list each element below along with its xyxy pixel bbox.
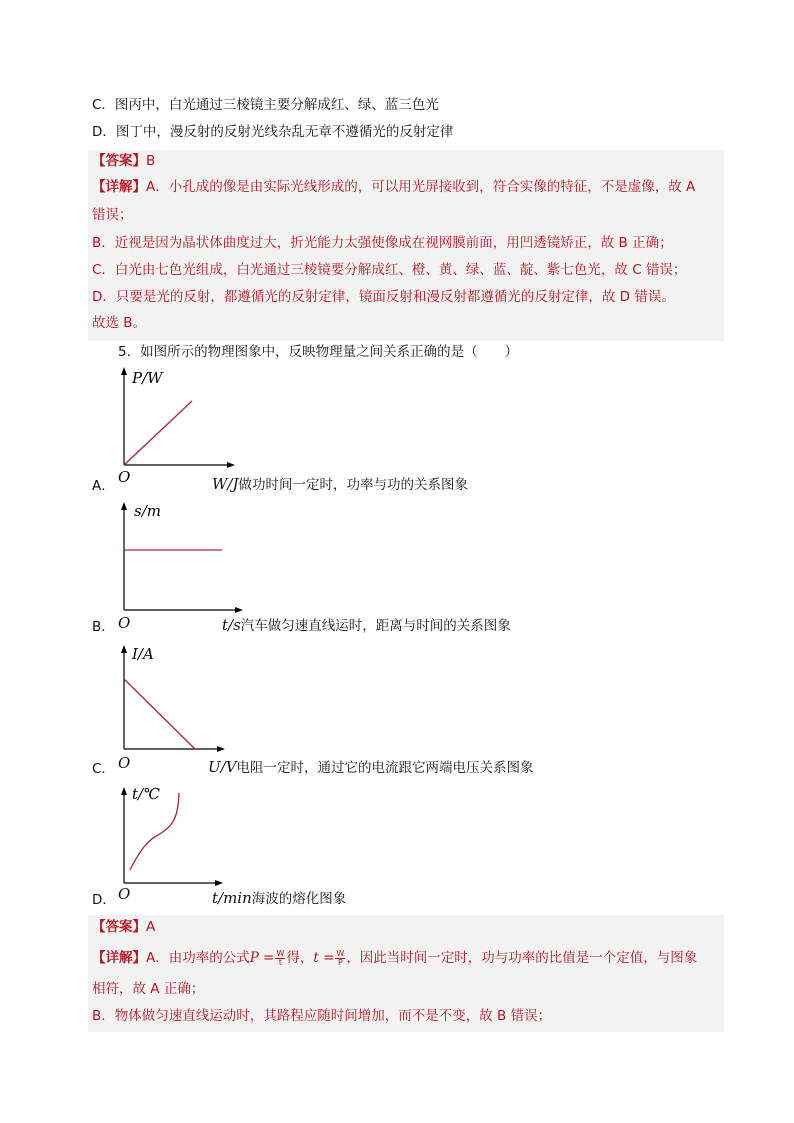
caption-a-text: 做功时间一定时，功率与功的关系图象 bbox=[238, 477, 468, 493]
graph-c-x-label: U/V bbox=[208, 758, 237, 776]
formula-1-numerator: W bbox=[276, 948, 285, 958]
option-a-caption bbox=[212, 474, 468, 495]
formula-2-lhs: t = bbox=[313, 950, 335, 966]
graph-c-y-label: I/A bbox=[132, 645, 154, 663]
graph-b-y-label: s/m bbox=[134, 502, 161, 520]
graph-a-y-arrow bbox=[121, 367, 127, 375]
graph-c-line bbox=[124, 679, 195, 749]
graph-b-origin: O bbox=[118, 614, 131, 632]
detail-b-text: B．近视是因为晶状体曲度过大，折光能力太强使像成在视网膜前面，用凹透镜矫正，故 B 正确； bbox=[92, 235, 673, 251]
detail-a-q5-line2: 相符，故 A 正确； bbox=[92, 981, 205, 997]
answer-tag-q5: 【答案】 bbox=[92, 919, 146, 935]
option-c-letter: C． bbox=[92, 761, 115, 777]
formula-mid: 得， bbox=[286, 950, 314, 966]
graph-d-y-arrow bbox=[121, 787, 127, 795]
graph-d-y-label: t/℃ bbox=[132, 785, 160, 803]
graph-c-x-arrow bbox=[217, 746, 225, 752]
formula-2-denominator: P bbox=[337, 957, 343, 967]
detail-tag: 【详解】 bbox=[92, 179, 146, 195]
option-d-caption bbox=[212, 888, 346, 909]
graph-d-curve bbox=[130, 793, 179, 870]
graph-b-y-arrow bbox=[121, 502, 127, 510]
graph-a-y-label: P/W bbox=[132, 369, 163, 387]
detail-a-text: A．小孔成的像是由实际光线形成的，可以用光屏接收到，符合实像的特征，不是虚像，故 A bbox=[146, 179, 696, 195]
graph-a-x-label: W/J bbox=[212, 475, 239, 493]
detail-d-text: D．只要是光的反射，都遵循光的反射定律，镜面反射和漫反射都遵循光的反射定律，故 D 错误。 bbox=[92, 289, 675, 305]
graph-c-origin: O bbox=[118, 754, 131, 772]
option-c-text: C．图丙中，白光通过三棱镜主要分解成红、绿、蓝三色光 bbox=[92, 97, 439, 113]
graph-c-y-arrow bbox=[121, 645, 127, 653]
formula-1-lhs: P = bbox=[249, 950, 275, 966]
detail-a-q5-pre: A．由功率的公式 bbox=[146, 950, 250, 966]
question-5-stem: 5．如图所示的物理图象中，反映物理量之间关系正确的是（ ） bbox=[118, 344, 519, 360]
formula-2-fraction bbox=[335, 950, 345, 967]
graph-d-x-label: t/min bbox=[212, 889, 252, 907]
caption-c-text: 电阻一定时，通过它的电流跟它两端电压关系图象 bbox=[236, 760, 534, 776]
answer-line-q5 bbox=[92, 917, 155, 937]
option-d-letter: D． bbox=[92, 892, 116, 908]
option-c-caption bbox=[208, 757, 534, 778]
formula-1-denominator: t bbox=[278, 957, 282, 967]
detail-a-q5-line1 bbox=[92, 948, 697, 968]
option-b-letter: B． bbox=[92, 619, 115, 635]
answer-tag: 【答案】 bbox=[92, 153, 146, 169]
graph-a-line bbox=[124, 401, 192, 465]
graph-b-x-label: t/s bbox=[222, 616, 241, 634]
detail-a-line2: 错误； bbox=[92, 207, 133, 223]
graph-b-x-arrow bbox=[235, 607, 243, 613]
graph-d bbox=[110, 785, 240, 890]
detail-b-q5-text: B．物体做匀速直线运动时，其路程应随时间增加，而不是不变，故 B 错误； bbox=[92, 1008, 552, 1024]
conclusion-text: 故选 B。 bbox=[92, 315, 147, 331]
answer-value: B bbox=[146, 153, 156, 169]
answer-value-q5: A bbox=[146, 919, 156, 935]
graph-a-origin: O bbox=[118, 468, 131, 486]
graph-a-x-arrow bbox=[227, 462, 235, 468]
caption-b-text: 汽车做匀速直线运时，距离与时间的关系图象 bbox=[240, 618, 511, 634]
caption-d-text: 海波的熔化图象 bbox=[251, 891, 347, 907]
detail-a-q5-post: ，因此当时间一定时，功与功率的比值是一个定值，与图象 bbox=[346, 950, 698, 966]
detail-c-text: C．白光由七色光组成，白光通过三棱镜要分解成红、橙、黄、绿、蓝、靛、紫七色光，故 C 错误； bbox=[92, 262, 687, 278]
formula-1-fraction bbox=[275, 950, 285, 967]
graph-c bbox=[110, 643, 240, 758]
answer-line-q4 bbox=[92, 151, 155, 171]
option-a-letter: A． bbox=[92, 478, 115, 494]
option-d-text: D．图丁中，漫反射的反射光线杂乱无章不遵循光的反射定律 bbox=[92, 124, 454, 140]
option-b-caption bbox=[222, 615, 511, 636]
graph-b bbox=[110, 500, 250, 615]
detail-tag-q5: 【详解】 bbox=[92, 950, 146, 966]
graph-d-x-arrow bbox=[215, 880, 223, 886]
graph-d-origin: O bbox=[118, 885, 131, 903]
detail-a-line1 bbox=[92, 177, 695, 197]
formula-2-numerator: W bbox=[336, 948, 345, 958]
